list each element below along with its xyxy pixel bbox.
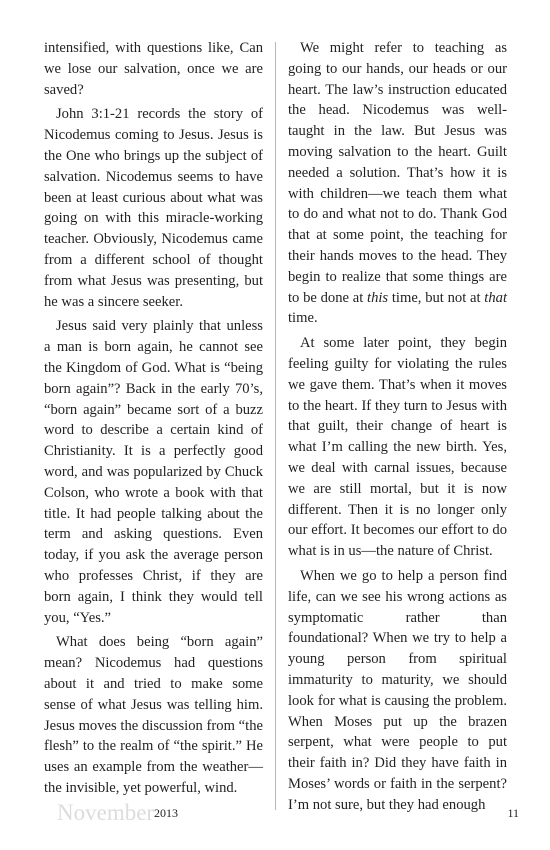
paragraph: intensified, with questions like, Can we lose our salvation, once we are saved? — [44, 40, 263, 98]
page-footer — [57, 798, 519, 828]
paragraph: When we go to help a person find life, can we see his wrong actions as symptomatic rather than foundational? When we try to help a young person from spiritual immaturity to maturity, we should look for what is causing the problem. When Moses put up the brazen serpent, what were people to put their faith in? Did they have faith in Moses’ words or faith in the serpent? I’m not sure, but they had enough — [288, 567, 507, 813]
left-column — [44, 38, 263, 799]
paragraph-text: time. — [288, 310, 318, 327]
paragraph-text: time, but not at — [388, 289, 485, 306]
footer-month: November — [57, 800, 155, 825]
paragraph — [288, 38, 507, 329]
paragraph: What does being “born again” mean? Nicodemus had questions about it and tried to make some sense of what Jesus was telling him. Jesus moves the discussion from “the flesh” to the realm of “the spirit.” He uses an example from the weather—the invisible, yet powerful, wind. — [44, 634, 263, 796]
footer-year: 2013 — [154, 806, 178, 820]
paragraph-text: We might refer to teaching as going to our hands, our heads or our heart. The law’s instruction educated the head. Nicodemus was well-taught in the law. But Jesus was moving salvation to the heart. Guilt needed a solution. That’s how it is with children—we teach them what to do and what not to do. Thank God that at some point, the teaching for their hands moves to the head. They begin to realize that some things are to be done at — [288, 40, 507, 306]
column-divider — [275, 42, 276, 810]
page-number: 11 — [507, 806, 519, 820]
emphasis: this — [367, 289, 389, 306]
paragraph: John 3:1-21 records the story of Nicodemus coming to Jesus. Jesus is the One who brings up the subject of salvation. Nicodemus seems to have been at least curious about what was going on with this miracle-working teacher. Obviously, Nicodemus came from a different school of thought from what Jesus was presenting, but he was a sincere seeker. — [44, 106, 263, 310]
emphasis: that — [484, 289, 507, 306]
paragraph: At some later point, they begin feeling guilty for violating the rules we gave them. That’s when it moves to the heart. If they turn to Jesus with that guilt, their change of heart is what I’m calling the new birth. Yes, we deal with carnal issues, because we are still mortal, but it is now different. Then it is no longer only our effort. It becomes our effort to do what is in us—the nature of Christ. — [288, 335, 507, 560]
right-column — [288, 38, 507, 815]
paragraph: Jesus said very plainly that unless a man is born again, he cannot see the Kingdom of God. What is “being born again”? Back in the early 70’s, “born again” became sort of a buzz word to describe a certain kind of Christianity. It is a perfectly good word, and was popularized by Chuck Colson, who wrote a book with that title. It had people talking about the term and asking questions. Even today, if you ask the average person who professes Christ, if they are born again, I think they would tell you, “Yes.” — [44, 318, 263, 626]
